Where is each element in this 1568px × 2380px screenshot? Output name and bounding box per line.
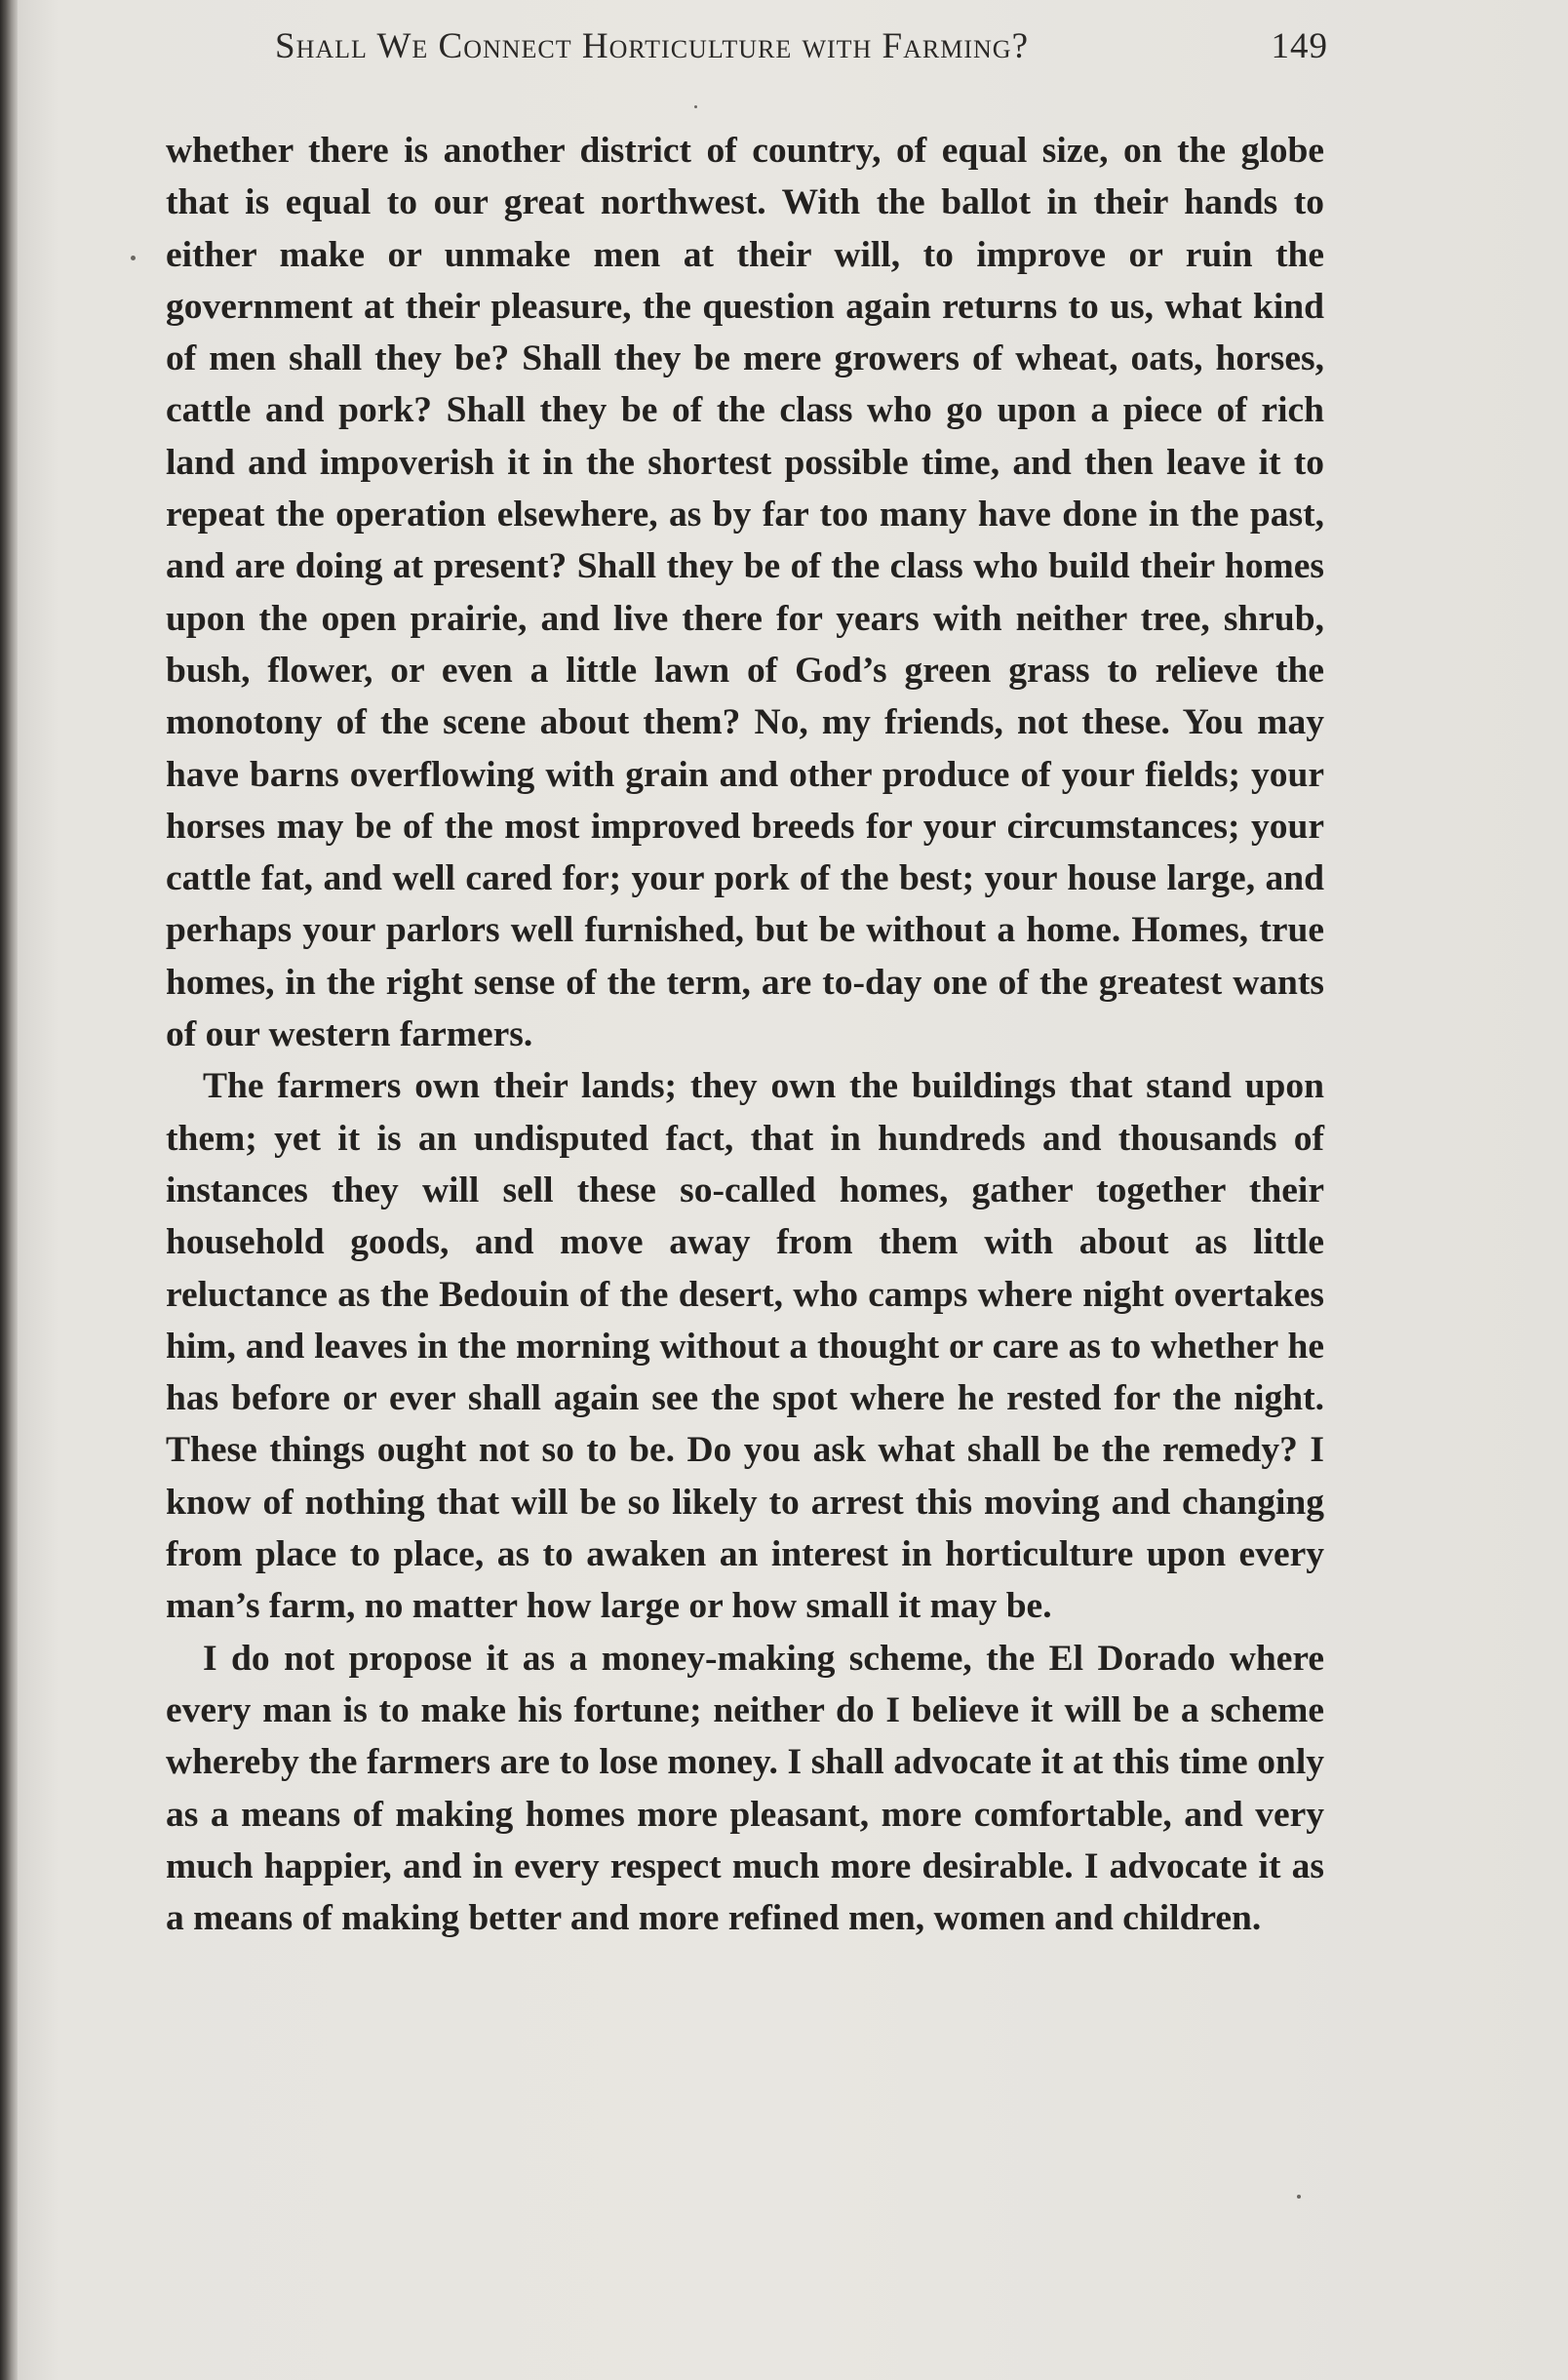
body-text (166, 125, 1324, 1944)
paragraph-2: The farmers own their lands; they own the buildings that stand upon them; yet it is an undisputed fact, that in hundreds and thousands of instances they will sell these so-called homes, gather together their household goods, and move away from them with about as little reluctance as the Bedouin of the desert, who camps where night overtakes him, and leaves in the morning without a thought or care as to whether he has before or ever shall again see the spot where he rested for the night. These things ought not so to be. Do you ask what shall be the remedy? I know of nothing that will be so likely to arrest this moving and changing from place to place, as to awaken an interest in horticulture upon every man’s farm, no matter how large or how small it may be. (166, 1066, 1324, 1627)
paper-speck (1297, 2195, 1301, 2199)
running-head (275, 25, 1328, 80)
paragraph-3: I do not propose it as a money-making scheme, the El Dorado where every man is to make his fortune; neither do I believe it will be a scheme whereby the farmers are to lose money. I shall advocate it at this time only as a means of making homes more pleasant, more comfortable, and very much happier, and in every respect much more desirable. I advocate it as a means of making better and more refined men, women and children. (166, 1638, 1324, 1939)
paper-speck (131, 256, 136, 260)
page-number: 149 (1271, 26, 1328, 66)
paper-speck (694, 105, 697, 108)
page-binding-edge (0, 0, 18, 2380)
running-head-title: Shall We Connect Horticulture with Farming? (275, 26, 1030, 66)
paragraph-1: whether there is another district of country, of equal size, on the globe that is equal to our great northwest. With the ballot in their hands to either make or unmake men at their will, to improve or ruin the government at their pleasure, the question again returns to us, what kind of men shall they be? Shall they be mere growers of wheat, oats, horses, cattle and pork? Shall they be of the class who go upon a piece of rich land and impoverish it in the shortest possible time, and then leave it to repeat the operation elsewhere, as by far too many have done in the past, and are doing at present? Shall they be of the class who build their homes upon the open prairie, and live there for years with neither tree, shrub, bush, flower, or even a little lawn of God’s green grass to relieve the monotony of the scene about them? No, my friends, not these. You may have barns overflowing with grain and other produce of your fields; your horses may be of the most improved breeds for your circumstances; your cattle fat, and well cared for; your pork of the best; your house large, and perhaps your parlors well furnished, but be without a home. Homes, true homes, in the right sense of the term, are to-day one of the greatest wants of our western farmers. (166, 131, 1324, 1055)
